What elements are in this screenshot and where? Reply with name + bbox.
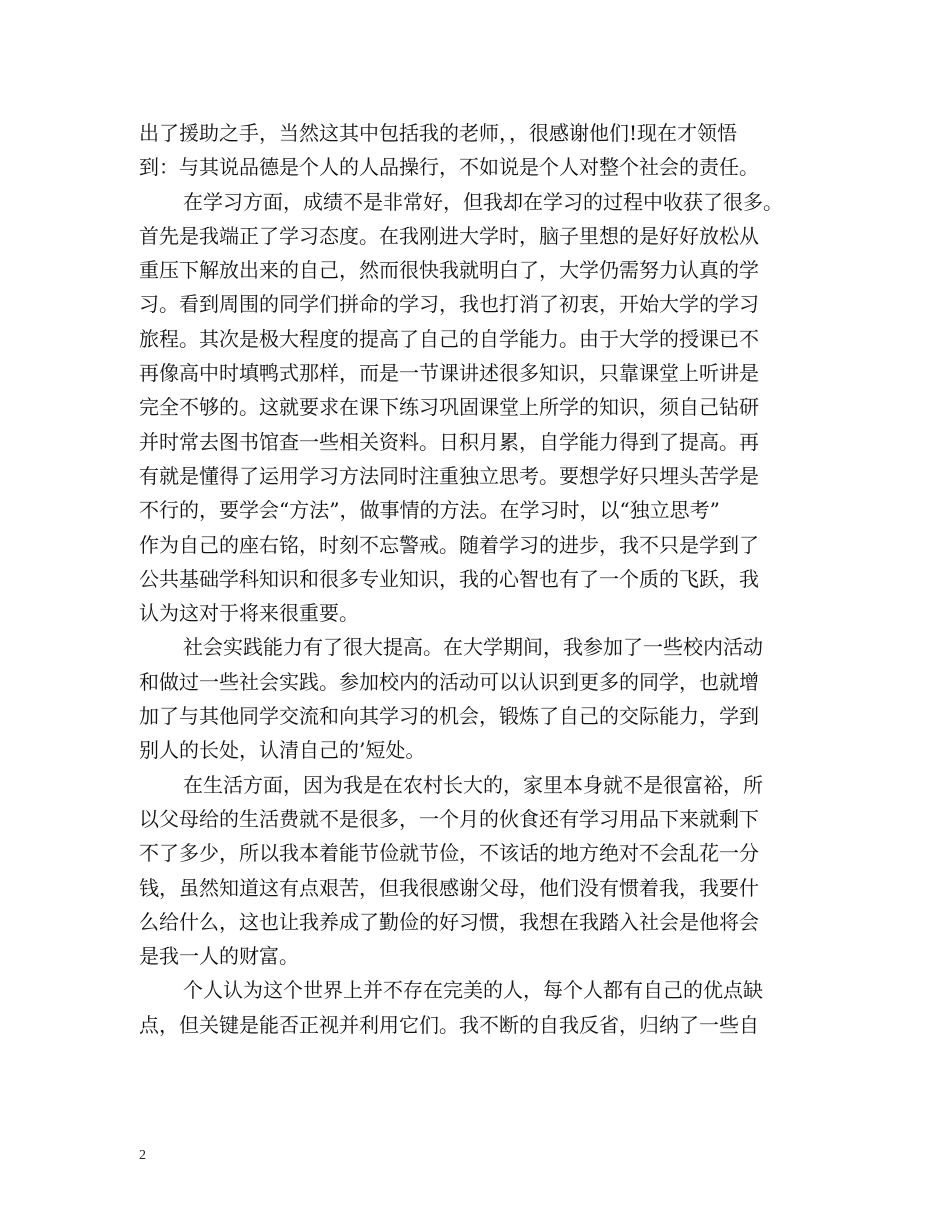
text-line: 个人认为这个世界上并不存在完美的人，每个人都有自己的优点缺 (183, 978, 763, 1003)
text-line: 钱，虽然知道这有点艰苦，但我很感谢父母，他们没有惯着我，我要什 (139, 875, 759, 900)
text-line: 不行的，要学会“方法”，做事情的方法。在学习时，以“独立思考” (139, 498, 720, 523)
text-line: 别人的长处，认清自己的’短处。 (139, 738, 426, 763)
text-line: 是我一人的财富。 (139, 944, 299, 969)
text-line: 么给什么，这也让我养成了勤俭的好习惯，我想在我踏入社会是他将会 (139, 909, 759, 934)
text-line: 并时常去图书馆查一些相关资料。日积月累，自学能力得到了提高。再 (139, 429, 759, 454)
text-line: 在学习方面，成绩不是非常好，但我却在学习的过程中收获了很多。 (183, 189, 783, 214)
text-line: 首先是我端正了学习态度。在我刚进大学时，脑子里想的是好好放松从 (139, 223, 759, 248)
text-line: 完全不够的。这就要求在课下练习巩固课堂上所学的知识，须自己钻研 (139, 395, 759, 420)
text-line: 不了多少，所以我本着能节俭就节俭，不该话的地方绝对不会乱花一分 (139, 841, 759, 866)
text-line: 以父母给的生活费就不是很多，一个月的伙食还有学习用品下来就剩下 (139, 806, 759, 831)
page-number: 2 (139, 1148, 146, 1163)
text-line: 加了与其他同学交流和向其学习的机会，锻炼了自己的交际能力，学到 (139, 704, 759, 729)
text-line: 习。看到周围的同学们拼命的学习，我也打消了初衷，开始大学的学习 (139, 292, 759, 317)
text-line: 认为这对于将来很重要。 (139, 601, 359, 626)
text-line: 在生活方面，因为我是在农村长大的，家里本身就不是很富裕，所 (183, 772, 763, 797)
text-line: 出了援助之手，当然这其中包括我的老师，，很感谢他们!现在才领悟 (139, 121, 738, 145)
text-line: 有就是懂得了运用学习方法同时注重独立思考。要想学好只埋头苦学是 (139, 463, 759, 488)
text-line: 点，但关键是能否正视并利用它们。我不断的自我反省，归纳了一些自 (139, 1012, 759, 1037)
text-line: 旅程。其次是极大程度的提高了自己的自学能力。由于大学的授课已不 (139, 326, 759, 351)
body-text (139, 116, 819, 1042)
text-line: 公共基础学科知识和很多专业知识，我的心智也有了一个质的飞跃，我 (139, 566, 759, 591)
text-line: 再像高中时填鸭式那样，而是一节课讲述很多知识，只靠课堂上听讲是 (139, 361, 759, 386)
text-line: 重压下解放出来的自己，然而很快我就明白了，大学仍需努力认真的学 (139, 258, 759, 283)
text-line: 到：与其说品德是个人的人品操行，不如说是个人对整个社会的责任。 (139, 155, 759, 180)
text-line: 社会实践能力有了很大提高。在大学期间，我参加了一些校内活动 (183, 635, 763, 660)
text-line: 作为自己的座右铭，时刻不忘警戒。随着学习的进步，我不只是学到了 (139, 532, 759, 557)
text-line: 和做过一些社会实践。参加校内的活动可以认识到更多的同学，也就增 (139, 669, 759, 694)
